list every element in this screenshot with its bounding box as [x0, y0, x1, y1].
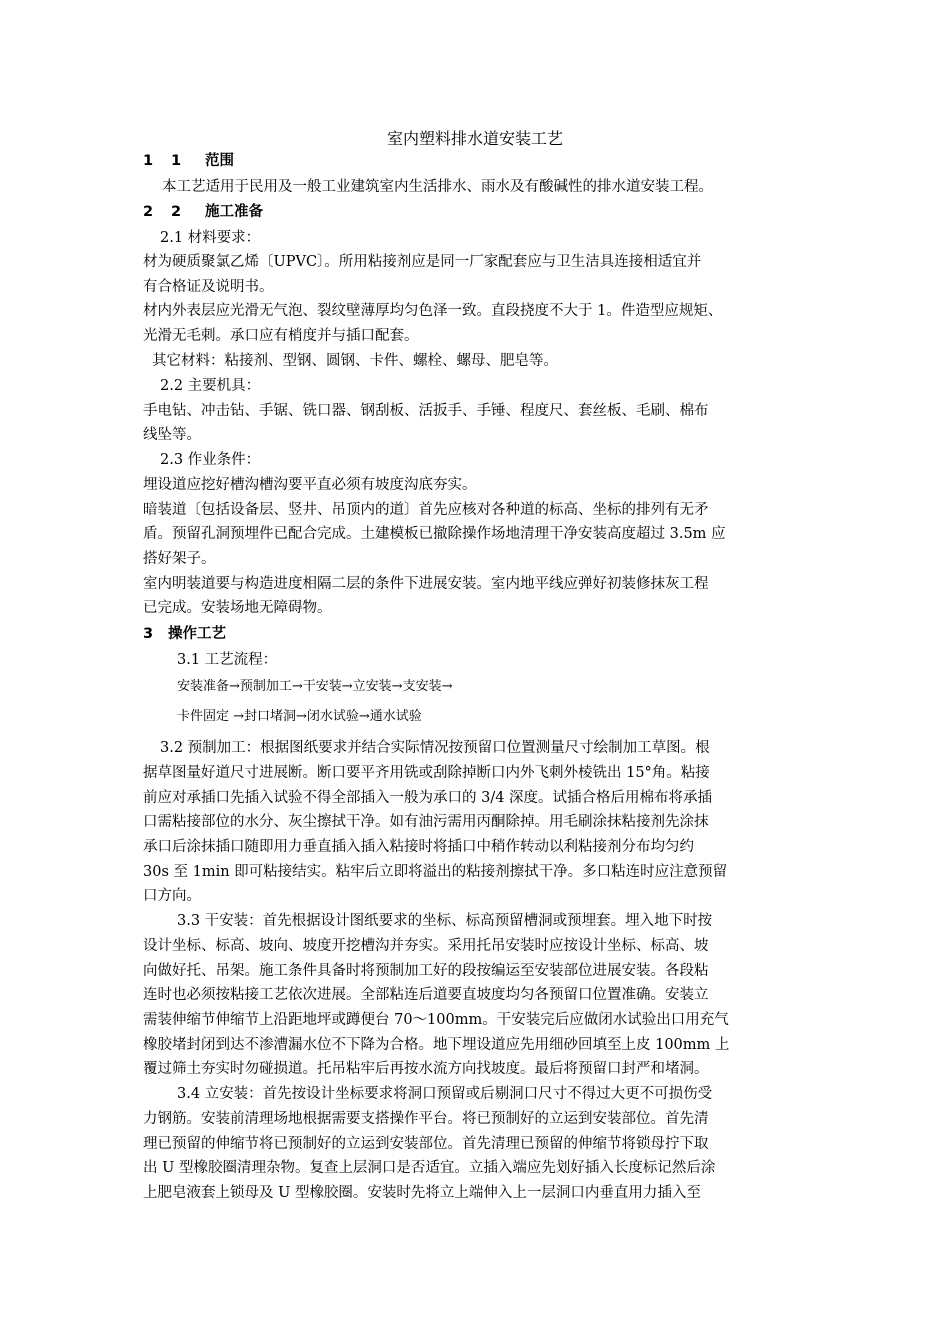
text-line: 需装伸缩节伸缩节上沿距地坪或蹲便台 70～100mm。干安装完后应做闭水试验出口用充气 — [143, 1012, 729, 1028]
flow-line-1: 安装准备→预制加工→干安装→立安装→支安装→ — [177, 679, 453, 694]
page-title: 室内塑料排水道安装工艺 — [386, 129, 563, 148]
text-line: 据草图量好道尺寸进展断。断口要平齐用铣或刮除掉断口内外飞刺外棱铣出 15°角。粘接 — [143, 765, 710, 781]
text-line: 上肥皂液套上锁母及 U 型橡胶圈。安装时先将立上端伸入上一层洞口内垂直用力插入至 — [143, 1185, 701, 1201]
text-line: 理已预留的伸缩节将已预制好的立运到安装部位。首先清理已预留的伸缩节将锁母拧下取 — [143, 1136, 709, 1152]
subheading-2-3: 2.3 作业条件： — [160, 452, 261, 468]
flow-line-2: 卡件固定 →封口堵洞→闭水试验→通水试验 — [177, 709, 422, 724]
text-line: 30s 至 1min 即可粘接结实。粘牢后立即将溢出的粘接剂擦拭干净。多口粘连时应注意预留 — [143, 864, 728, 880]
text-line: 光滑无毛刺。承口应有梢度并与插口配套。 — [143, 328, 419, 344]
text-line: 出 U 型橡胶圈清理杂物。复查上层洞口是否适宜。立插入端应先划好插入长度标记然后涂 — [143, 1160, 716, 1176]
text-line: 材内外表层应光滑无气泡、裂纹壁薄厚均匀色泽一致。直段挠度不大于 1。件造型应规矩、 — [143, 303, 723, 319]
text-line: 前应对承插口先插入试验不得全部插入一般为承口的 3/4 深度。试插合格后用棉布将承插 — [143, 790, 713, 806]
text-line: 3.3 干安装：首先根据设计图纸要求的坐标、标高预留槽洞或预埋套。埋入地下时按 — [177, 913, 713, 929]
text-line: 向做好托、吊架。施工条件具备时将预制加工好的段按编运至安装部位进展安装。各段粘 — [143, 963, 709, 979]
section-3-heading: 3 操作工艺 — [143, 626, 226, 642]
text-line: 材为硬质聚氯乙烯〔UPVC〕。所用粘接剂应是同一厂家配套应与卫生洁具连接相适宜并 — [143, 254, 702, 270]
subheading-3-1: 3.1 工艺流程： — [177, 652, 278, 668]
text-line: 连时也必须按粘接工艺依次进展。全部粘连后道要直坡度均匀各预留口位置准确。安装立 — [143, 987, 709, 1003]
text-line: 3.2 预制加工：根据图纸要求并结合实际情况按预留口位置测量尺寸绘制加工草图。根 — [160, 740, 710, 756]
text-line: 力钢筋。安装前清理场地根据需要支搭操作平台。将已预制好的立运到安装部位。首先清 — [143, 1111, 709, 1127]
text-line: 覆过筛土夯实时勿碰损道。托吊粘牢后再按水流方向找坡度。最后将预留口封严和堵洞。 — [143, 1061, 709, 1077]
text-line: 口需粘接部位的水分、灰尘擦拭干净。如有油污需用丙酮除掉。用毛刷涂抹粘接剂先涂抹 — [143, 814, 709, 830]
text-line: 线坠等。 — [143, 427, 201, 443]
paragraph: 本工艺适用于民用及一般工业建筑室内生活排水、雨水及有酸碱性的排水道安装工程。 — [162, 179, 713, 195]
text-line: 3.4 立安装：首先按设计坐标要求将洞口预留或后剔洞口尺寸不得过大更不可损伤受 — [177, 1086, 713, 1102]
text-line: 有合格证及说明书。 — [143, 279, 274, 295]
text-line: 暗装道〔包括设备层、竖井、吊顶内的道〕首先应核对各种道的标高、坐标的排列有无矛 — [143, 502, 709, 518]
subheading-2-1: 2.1 材料要求： — [160, 230, 261, 246]
text-line: 室内明装道要与构造进度相隔二层的条件下进展安装。室内地平线应弹好初装修抹灰工程 — [143, 576, 709, 592]
text-line: 盾。预留孔洞预埋件已配合完成。土建模板已撤除操作场地清理干净安装高度超过 3.5m 应 — [143, 526, 726, 542]
subheading-2-2: 2.2 主要机具： — [160, 378, 261, 394]
text-line: 已完成。安装场地无障碍物。 — [143, 600, 332, 616]
text-line: 橡胶堵封闭到达不渗漕漏水位不下降为合格。地下埋设道应先用细砂回填至上皮 100mm 上 — [143, 1037, 730, 1053]
section-1-heading: 1 1 范围 — [143, 153, 234, 169]
section-2-heading: 2 2 施工准备 — [143, 204, 263, 220]
text-line: 其它材料：粘接剂、型钢、圆钢、卡件、螺栓、螺母、肥皂等。 — [152, 353, 558, 369]
text-line: 口方向。 — [143, 888, 201, 904]
text-line: 手电钻、冲击钻、手锯、铣口器、钢刮板、活扳手、手锤、程度尺、套丝板、毛刷、棉布 — [143, 403, 709, 419]
text-line: 埋设道应挖好槽沟槽沟要平直必须有坡度沟底夯实。 — [143, 477, 477, 493]
text-line: 承口后涂抹插口随即用力垂直插入插入粘接时将插口中稍作转动以利粘接剂分布均匀约 — [143, 839, 694, 855]
text-line: 设计坐标、标高、坡向、坡度开挖槽沟并夯实。采用托吊安装时应按设计坐标、标高、坡 — [143, 938, 709, 954]
text-line: 搭好架子。 — [143, 551, 216, 567]
